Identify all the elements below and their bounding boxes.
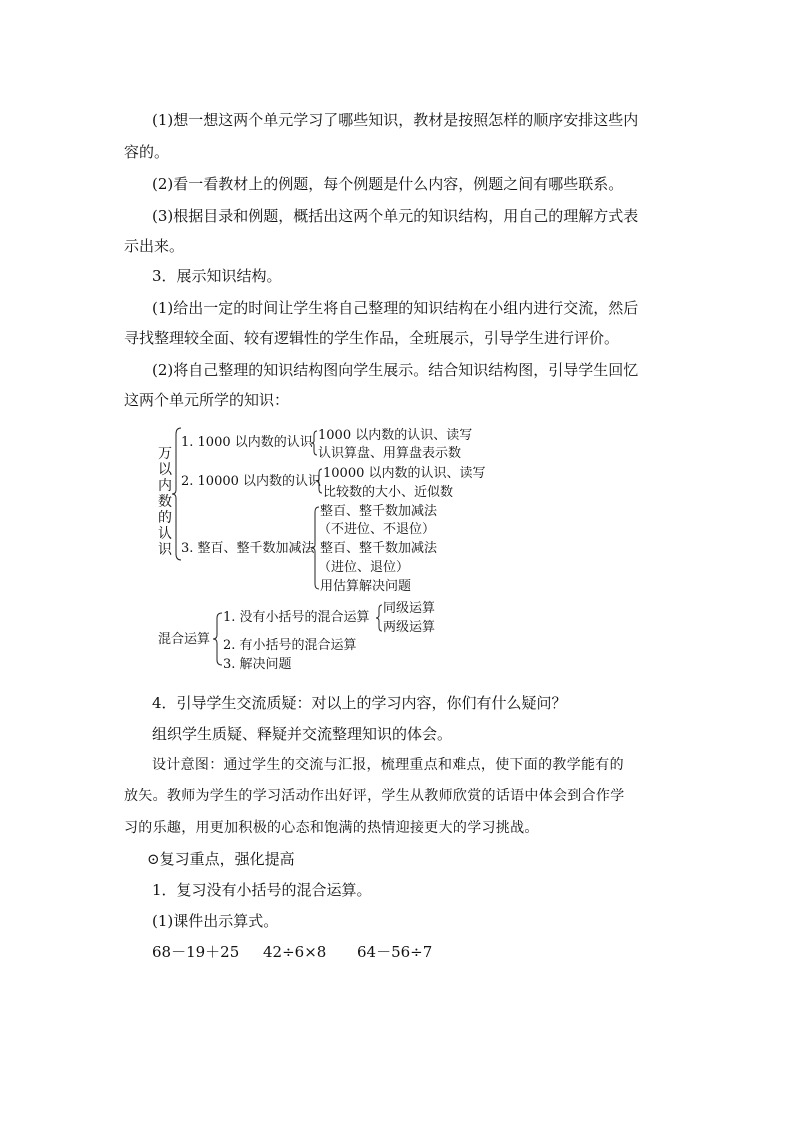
paragraph-line: 4．引导学生交流质疑：对以上的学习内容，你们有什么疑问？ — [152, 694, 567, 712]
root-char: 内 — [158, 478, 172, 494]
section-heading: ⊙复习重点，强化提高 — [147, 850, 295, 868]
formula: 64－56÷7 — [357, 943, 433, 961]
paragraph-line: 组织学生质疑、释疑并交流整理知识的体会。 — [152, 725, 453, 743]
tree-branch-3: 3. 整百、整千数加减法 — [181, 541, 315, 556]
tree-leaf: 认识算盘、用算盘表示数 — [318, 446, 462, 461]
tree-leaf: 两级运算 — [383, 620, 436, 635]
paragraph-line: 3．展示知识结构。 — [152, 267, 282, 285]
root-char: 识 — [158, 542, 172, 558]
design-intent-line: 设计意图：通过学生的交流与汇报，梳理重点和难点，使下面的教学能有的 — [152, 757, 624, 773]
tree-leaf: 比较数的大小、近似数 — [323, 485, 454, 500]
tree-leaf: 1000 以内数的认识、读写 — [318, 428, 473, 443]
tree-leaf: 同级运算 — [383, 601, 436, 616]
paragraph-line: 1．复习没有小括号的混合运算。 — [152, 881, 372, 899]
paragraph-line: (3)根据目录和例题，概括出这两个单元的知识结构，用自己的理解方式表 — [152, 207, 639, 225]
paragraph-line: 容的。 — [124, 143, 170, 161]
paragraph-line: (1)想一想这两个单元学习了哪些知识，教材是按照怎样的顺序安排这些内 — [152, 111, 639, 129]
tree-root-vertical — [157, 446, 173, 558]
root-char: 数 — [158, 494, 172, 510]
tree-branch-1: 1. 1000 以内数的认识 — [181, 435, 313, 450]
tree-branch-2: 2. 10000 以内数的认识 — [181, 474, 322, 489]
formula: 68－19＋25 — [152, 943, 240, 961]
tree2-branch-1: 1. 没有小括号的混合运算 — [223, 610, 370, 625]
tree-leaf: （进位、退位） — [318, 560, 410, 575]
paragraph-line: (2)将自己整理的知识结构图向学生展示。结合知识结构图，引导学生回忆 — [152, 361, 639, 379]
root-brace — [172, 428, 181, 560]
paragraph-line: 这两个单元所学的知识： — [124, 391, 290, 409]
tree-leaf: 整百、整千数加减法 — [320, 504, 438, 519]
tree2-branch-2: 2. 有小括号的混合运算 — [223, 638, 357, 653]
mix-b1-brace — [376, 605, 382, 631]
tree-leaf: 用估算解决问题 — [320, 579, 412, 594]
root-char: 万 — [158, 446, 172, 462]
paragraph-line: 寻找整理较全面、较有逻辑性的学生作品，全班展示，引导学生进行评价。 — [124, 329, 620, 347]
design-intent-line: 习的乐趣，用更加积极的心态和饱满的热情迎接更大的学习挑战。 — [124, 820, 539, 836]
paragraph-line: (1)课件出示算式。 — [152, 912, 279, 930]
root-char: 以 — [158, 462, 172, 478]
tree-leaf: 整百、整千数加减法 — [320, 541, 438, 556]
tree-leaf: （不进位、不退位） — [318, 522, 436, 537]
root-char: 认 — [158, 526, 172, 542]
paragraph-line: (1)给出一定的时间让学生将自己整理的知识结构在小组内进行交流，然后 — [152, 299, 639, 317]
formula: 42÷6×8 — [263, 943, 327, 961]
paragraph-line: 示出来。 — [124, 237, 185, 255]
tree2-branch-3: 3. 解决问题 — [223, 657, 292, 672]
root-char: 的 — [158, 510, 172, 526]
mix-brace — [213, 613, 222, 665]
paragraph-line: (2)看一看教材上的例题，每个例题是什么内容，例题之间有哪些联系。 — [152, 175, 624, 193]
tree-leaf: 10000 以内数的认识、读写 — [323, 466, 486, 481]
design-intent-line: 放矢。教师为学生的学习活动作出好评，学生从教师欣赏的话语中体会到合作学 — [124, 788, 625, 804]
tree2-root: 混合运算 — [158, 632, 211, 647]
